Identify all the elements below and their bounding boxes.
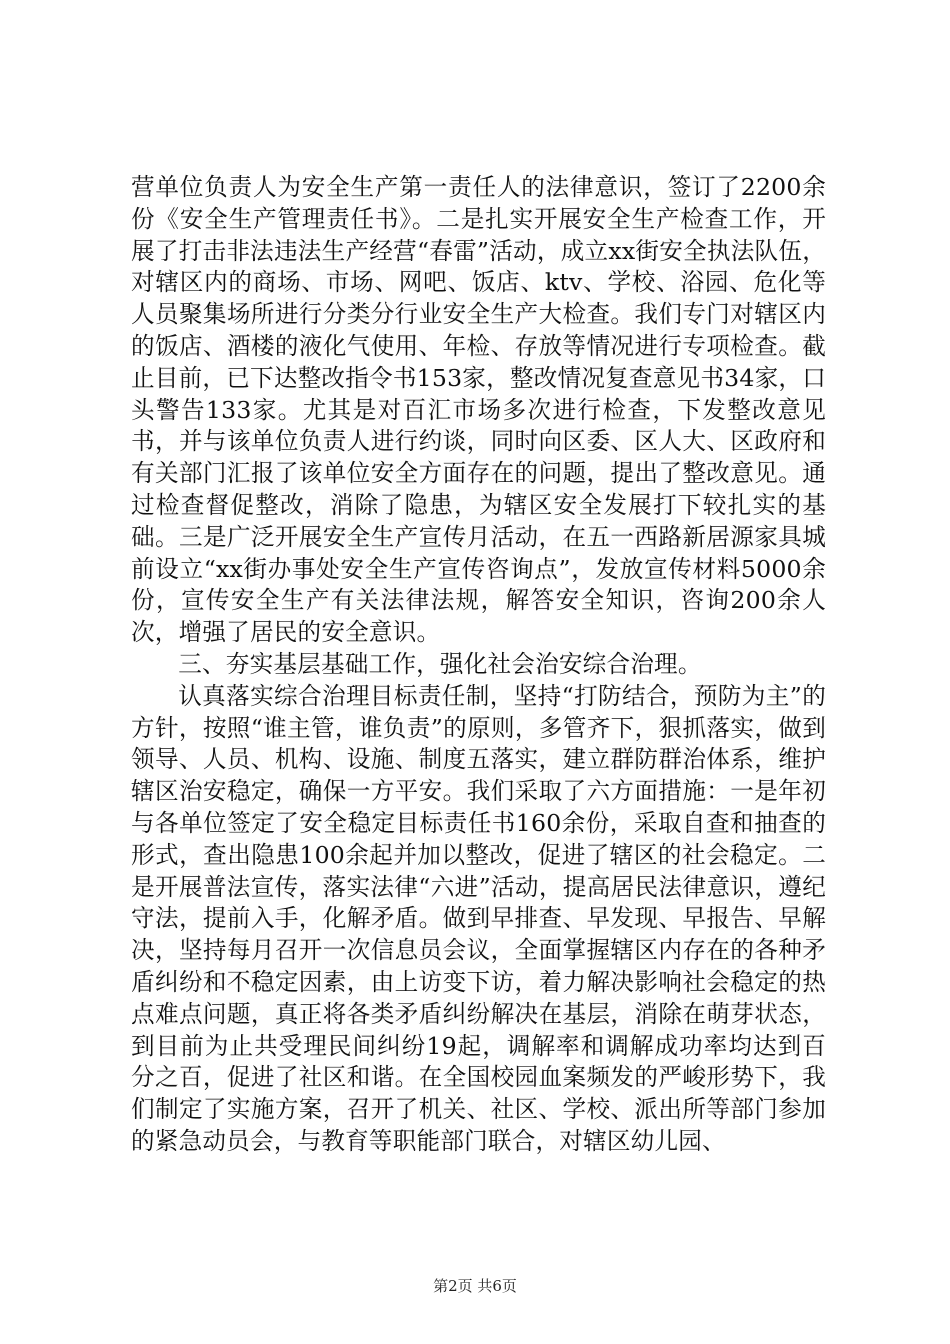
page-footer [0,1275,950,1296]
section-heading-3: 三、夯实基层基础工作，强化社会治安综合治理。 [178,649,702,678]
document-body [131,172,826,1158]
paragraph-1: 营单位负责人为安全生产第一责任人的法律意识，签订了2200余份《安全生产管理责任书》。二是扎实开展安全生产检查工作，开展了打击非法违法生产经营“春雷”活动，成立xx街安全执法队伍，对辖区内的商场、市场、网吧、饭店、ktv、学校、浴园、危化等人员聚集场所进行分类分行业安全生产大检查。我们专门对辖区内的饭店、酒楼的液化气使用、年检、存放等情况进行专项检查。截止目前，已下达整改指令书153家，整改情况复查意见书34家，口头警告133家。尤其是对百汇市场多次进行检查，下发整改意见书，并与该单位负责人进行约谈，同时向区委、区人大、区政府和有关部门汇报了该单位安全方面存在的问题，提出了整改意见。通过检查督促整改，消除了隐患，为辖区安全发展打下较扎实的基础。三是广泛开展安全生产宣传月活动，在五一西路新居源家具城前设立“xx街办事处安全生产宣传咨询点”，发放宣传材料5000余份，宣传安全生产有关法律法规，解答安全知识，咨询200余人次，增强了居民的安全意识。 [131,173,826,647]
paragraph-2: 认真落实综合治理目标责任制，坚持“打防结合，预防为主”的方针，按照“谁主管，谁负责”的原则，多管齐下，狠抓落实，做到领导、人员、机构、设施、制度五落实，建立群防群治体系，维护辖区治安稳定，确保一方平安。我们采取了六方面措施：一是年初与各单位签定了安全稳定目标责任书160余份，采取自查和抽查的形式，查出隐患100余起并加以整改，促进了辖区的社会稳定。二是开展普法宣传，落实法律“六进”活动，提高居民法律意识，遵纪守法，提前入手，化解矛盾。做到早排查、早发现、早报告、早解决，坚持每月召开一次信息员会议，全面掌握辖区内存在的各种矛盾纠纷和不稳定因素，由上访变下访，着力解决影响社会稳定的热点难点问题，真正将各类矛盾纠纷解决在基层，消除在萌芽状态，到目前为止共受理民间纠纷19起，调解率和调解成功率均达到百分之百，促进了社区和谐。在全国校园血案频发的严峻形势下，我们制定了实施方案，召开了机关、社区、学校、派出所等部门参加的紧急动员会，与教育等职能部门联合，对辖区幼儿园、 [131,681,826,1155]
page-number: 第2页 共6页 [433,1277,517,1295]
